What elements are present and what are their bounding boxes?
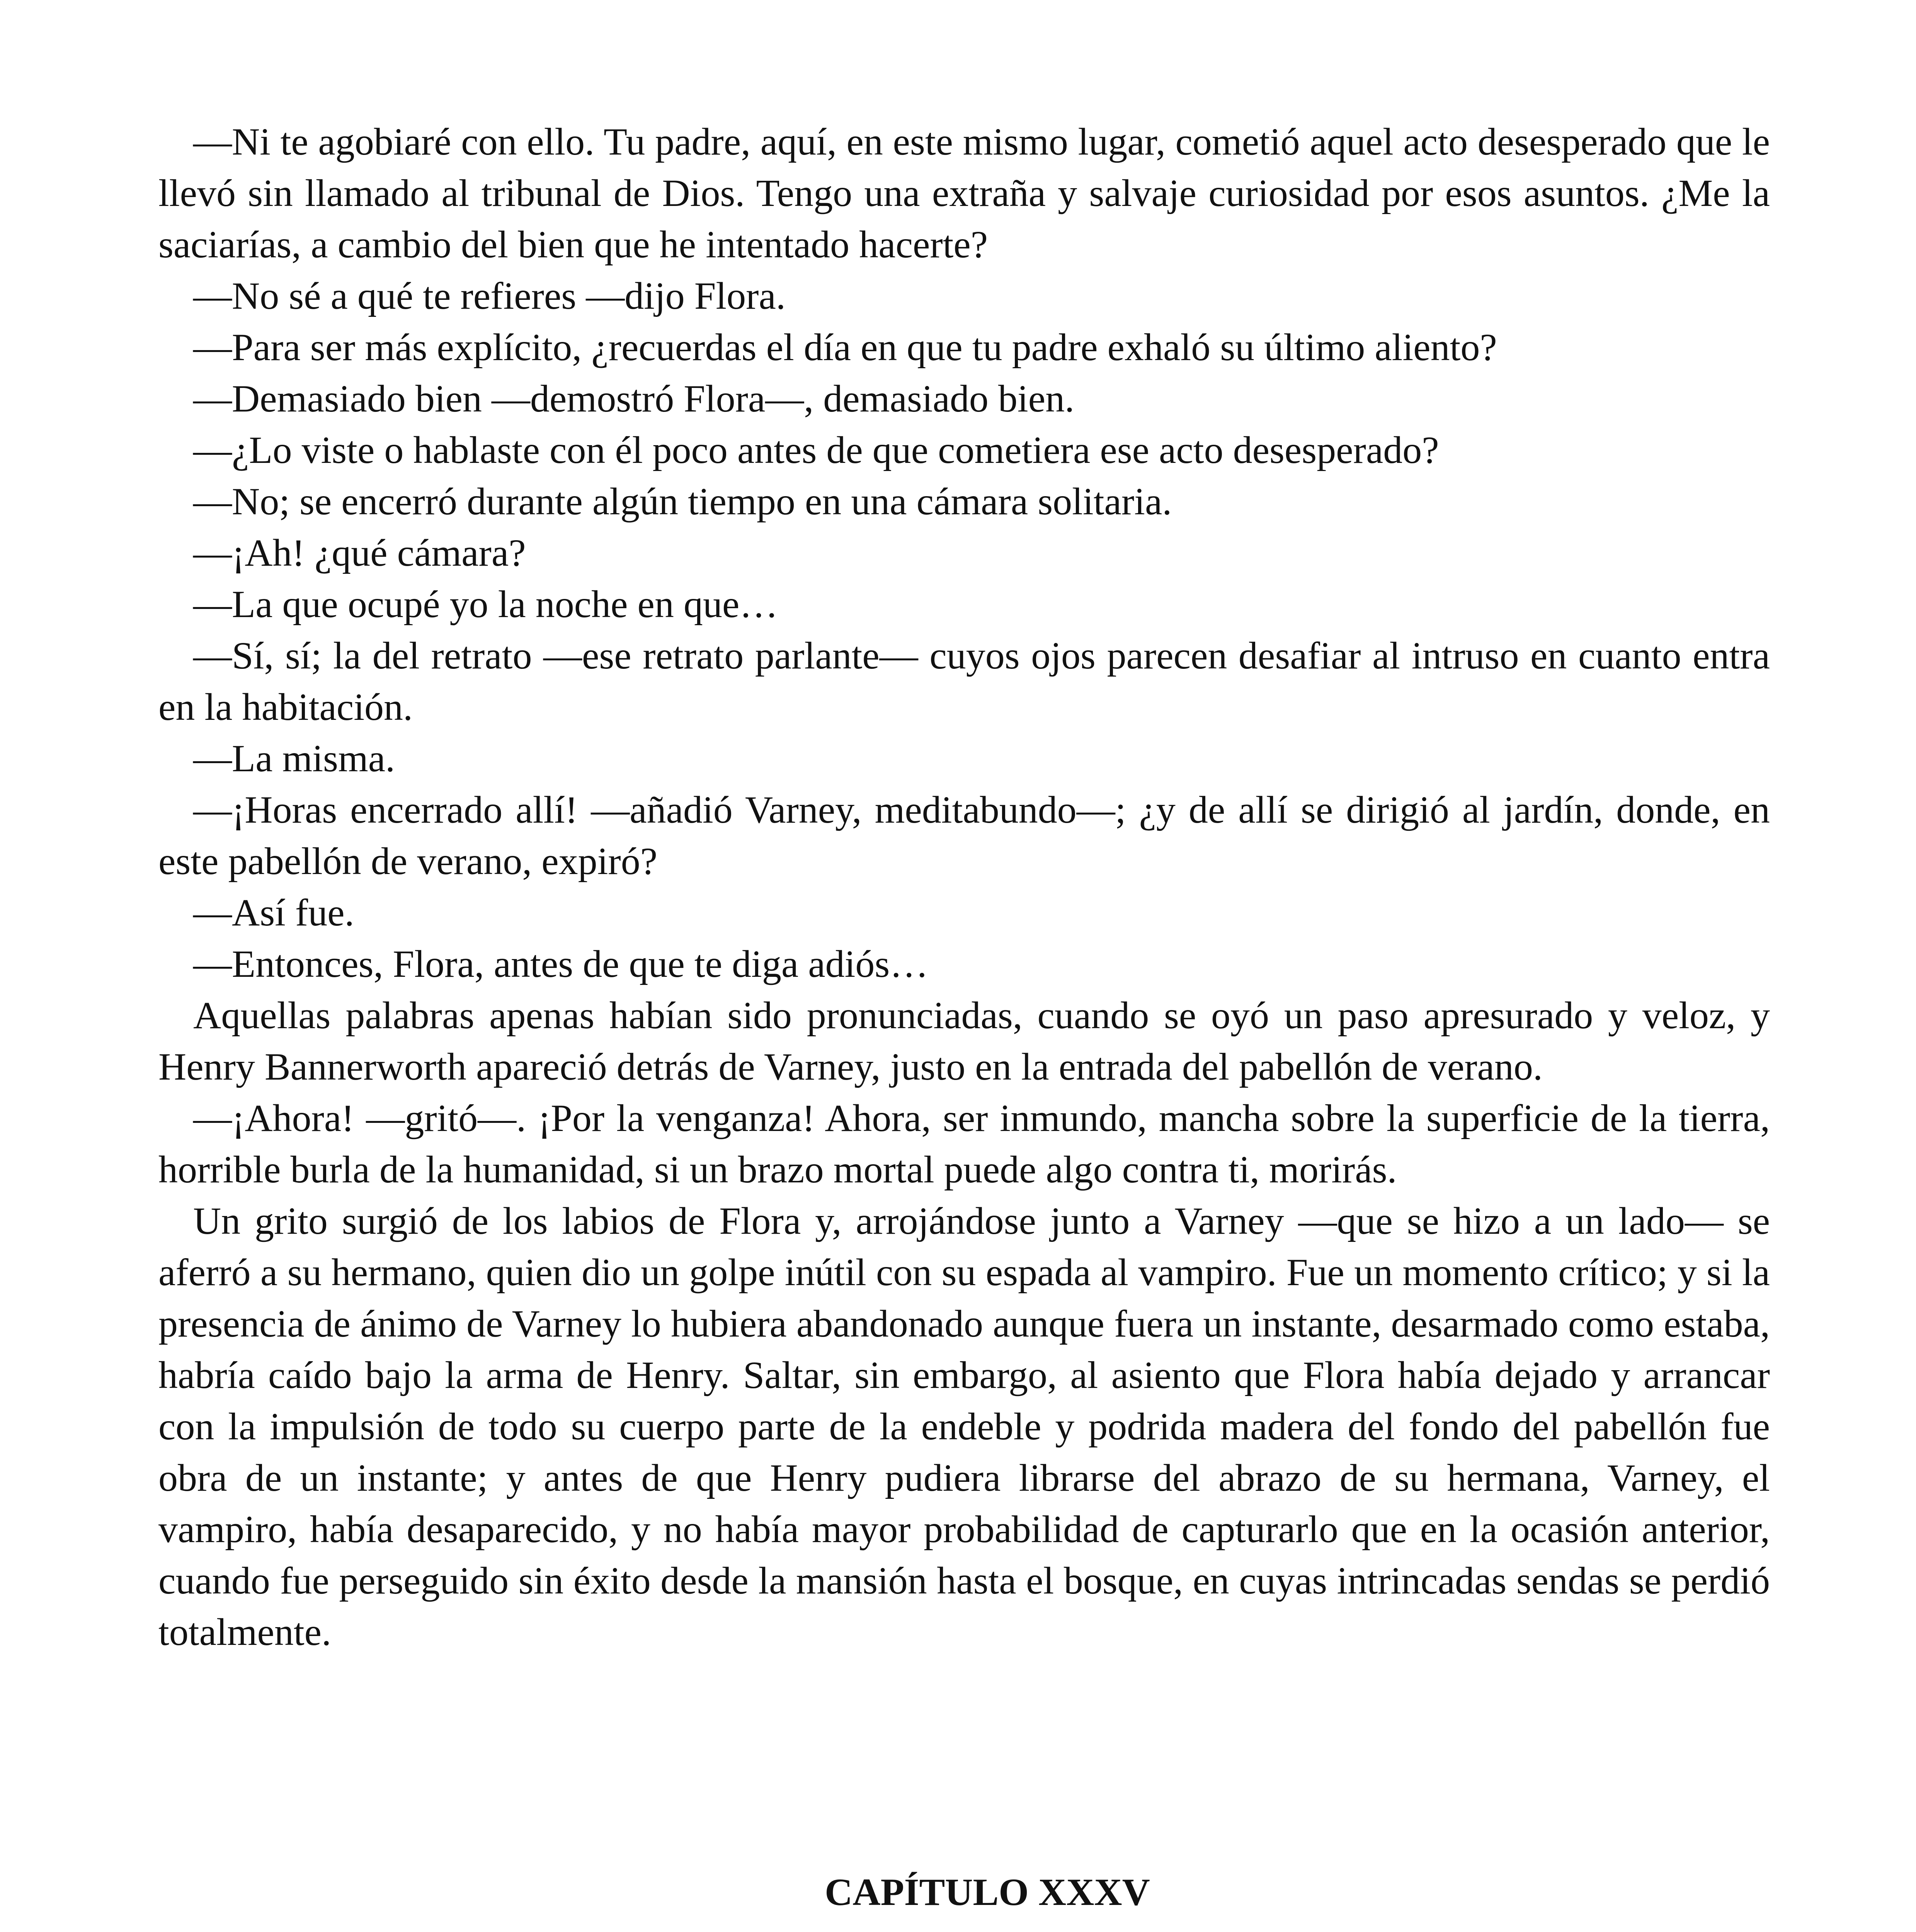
paragraph: —Ni te agobiaré con ello. Tu padre, aquí, en este mismo lugar, cometió aquel acto desesperado que le llevó sin llamado al tribunal de Dios. Tengo una extraña y salvaje curiosidad por esos asuntos. ¿Me la saciarías, a cambio del bien que he intentado hacerte? xyxy=(158,120,1770,266)
paragraph: —¡Ah! ¿qué cámara? xyxy=(193,531,526,574)
paragraph: —Entonces, Flora, antes de que te diga adiós… xyxy=(193,942,929,985)
paragraph: —¡Ahora! —gritó—. ¡Por la venganza! Ahora, ser inmundo, mancha sobre la superficie de la tierra, horrible burla de la humanidad, si un brazo mortal puede algo contra ti, morirás. xyxy=(158,1097,1770,1191)
paragraph: Aquellas palabras apenas habían sido pronunciadas, cuando se oyó un paso apresurado y veloz, y Henry Bannerworth apareció detrás de Varney, justo en la entrada del pabellón de verano. xyxy=(158,994,1770,1088)
paragraph: —Sí, sí; la del retrato —ese retrato parlante— cuyos ojos parecen desafiar al intruso en cuanto entra en la habitación. xyxy=(158,634,1770,728)
paragraph: —No sé a qué te refieres —dijo Flora. xyxy=(193,274,786,317)
chapter-xxxiv-ending xyxy=(158,116,1770,1658)
chapter-heading xyxy=(158,1866,1816,1918)
paragraph: Un grito surgió de los labios de Flora y, arrojándose junto a Varney —que se hizo a un lado— se aferró a su hermano, quien dio un golpe inútil con su espada al vampiro. Fue un momento crítico; y si la presencia de ánimo de Varney lo hubiera abandonado aunque fuera un instante, desarmado como estaba, habría caído bajo la arma de Henry. Saltar, sin embargo, al asiento que Flora había dejado y arrancar con la impulsión de todo su cuerpo parte de la endeble y podrida madera del fondo del pabellón fue obra de un instante; y antes de que Henry pudiera librarse del abrazo de su hermana, Varney, el vampiro, había desaparecido, y no había mayor probabilidad de capturarlo que en la ocasión anterior, cuando fue perseguido sin éxito desde la mansión hasta el bosque, en cuyas intrincadas sendas se perdió totalmente. xyxy=(158,1199,1770,1653)
paragraph: —La misma. xyxy=(193,737,395,780)
paragraph: —Así fue. xyxy=(193,891,354,934)
chapter-number: CAPÍTULO XXXV xyxy=(825,1871,1150,1913)
paragraph: —¡Horas encerrado allí! —añadió Varney, meditabundo—; ¿y de allí se dirigió al jardín, donde, en este pabellón de verano, expiró? xyxy=(158,788,1770,883)
paragraph: —La que ocupé yo la noche en que… xyxy=(193,583,778,626)
paragraph: —Demasiado bien —demostró Flora—, demasiado bien. xyxy=(193,377,1075,420)
paragraph: —No; se encerró durante algún tiempo en una cámara solitaria. xyxy=(193,480,1172,523)
paragraph: —¿Lo viste o hablaste con él poco antes de que cometiera ese acto desesperado? xyxy=(193,429,1439,471)
paragraph: —Para ser más explícito, ¿recuerdas el día en que tu padre exhaló su último aliento? xyxy=(193,326,1497,369)
